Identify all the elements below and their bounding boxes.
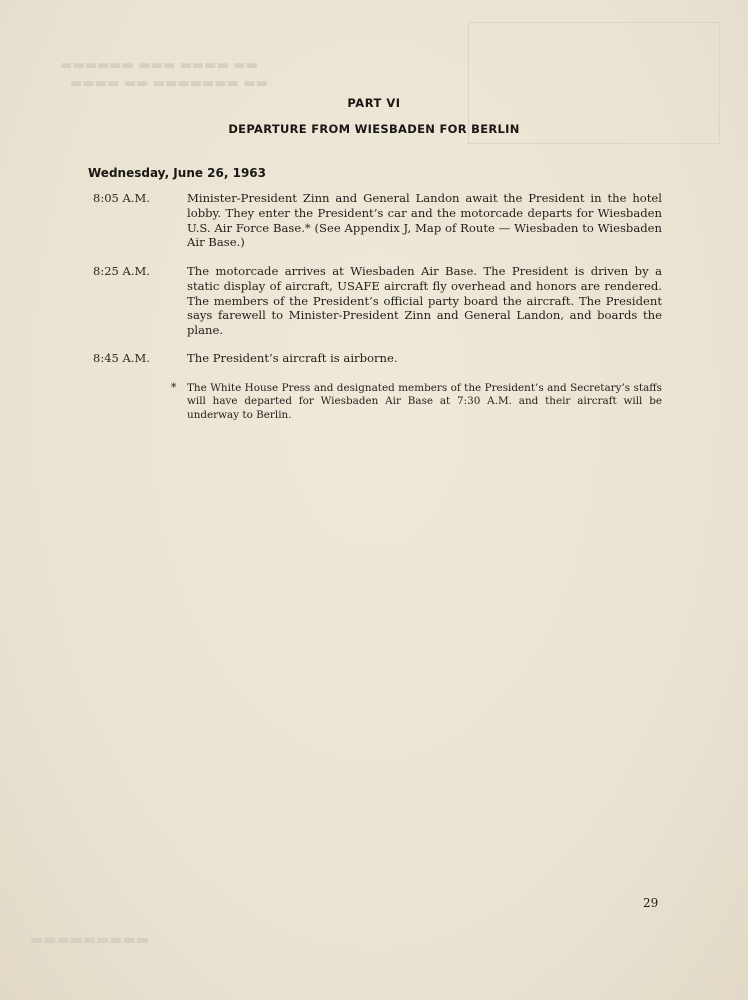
entry-time: 8:05 A.M. — [93, 191, 150, 205]
bleed-through-decoration: ▬▬ ▬▬▬▬▬▬▬ ▬▬ ▬▬▬▬ — [70, 76, 268, 91]
bleed-through-decoration: ▬▬ ▬▬▬▬ ▬▬▬ ▬▬▬▬▬▬ — [60, 58, 258, 73]
entry-text: Minister-President Zinn and General Landon await the President in the hotel lobby. They enter the President’s car and the motorcade departs for Wiesbaden U.S. Air Force Base.* (See Appendix J, Map of Route — Wiesbaden to Wiesbaden Air Base.) — [187, 191, 662, 250]
part-heading: PART VI — [347, 96, 401, 110]
footnote-text: The White House Press and designated members of the President’s and Secretary’s staffs will have departed for Wiesbaden Air Base at 7:30 A.M. and their aircraft will be underway to Berlin. — [187, 382, 662, 421]
page-number: 29 — [643, 896, 659, 910]
date-heading: Wednesday, June 26, 1963 — [88, 166, 267, 180]
footnote-mark: * — [171, 381, 177, 394]
entry-text: The President’s aircraft is airborne. — [187, 351, 398, 365]
section-title: DEPARTURE FROM WIESBADEN FOR BERLIN — [228, 122, 520, 136]
entry-time: 8:25 A.M. — [93, 264, 150, 278]
entry-time: 8:45 A.M. — [93, 351, 150, 365]
bleed-through-decoration: ▬▬▬▬▬▬▬▬▬ — [30, 932, 150, 948]
entry-text: The motorcade arrives at Wiesbaden Air Base. The President is driven by a static display of aircraft, USAFE aircraft fly overhead and honors are rendered. The members of the President’s official party board the aircraft. The President says farewell to Minister-President Zinn and General Landon, and boards the plane. — [187, 264, 662, 338]
